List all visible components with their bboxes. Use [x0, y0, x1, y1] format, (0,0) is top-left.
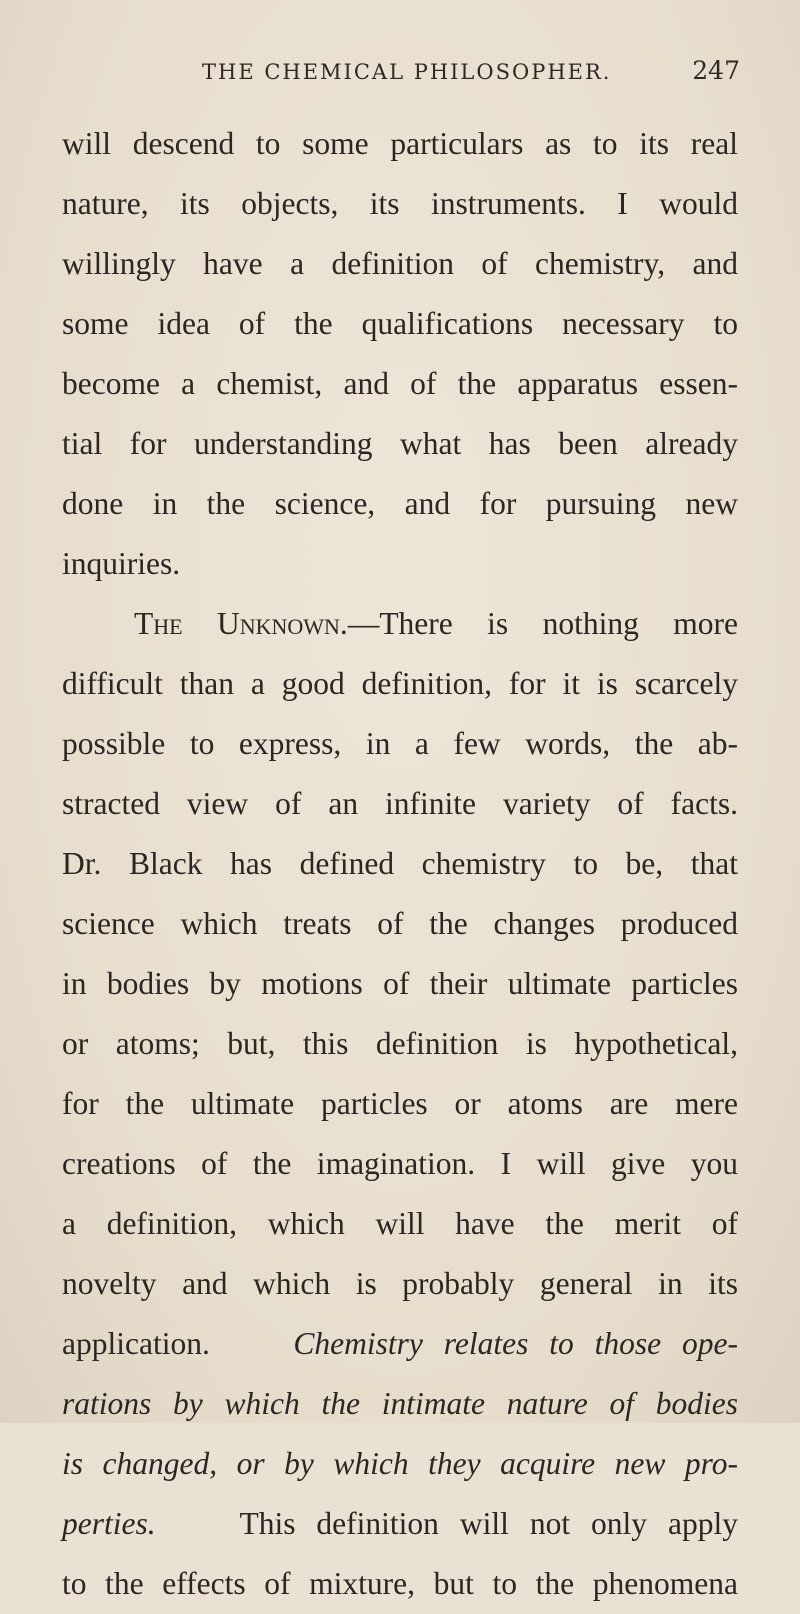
text-line: Dr. Black has defined chemistry to be, that	[62, 846, 738, 881]
italic-line: rations by which the intimate nature of bodies	[62, 1386, 738, 1421]
text-line: will descend to some particulars as to its real	[62, 126, 738, 161]
text-line: possible to express, in a few words, the ab-	[62, 726, 738, 761]
italic-definition: perties.	[62, 1506, 156, 1541]
text-line: —There is nothing more	[347, 606, 738, 641]
text-segment: This definition will not only apply	[239, 1506, 738, 1541]
paragraph-start-line	[62, 594, 738, 654]
text-line: stracted view of an infinite variety of facts.	[62, 786, 738, 821]
text-line: to the effects of mixture, but to the phenomena	[62, 1566, 738, 1601]
body-text	[62, 114, 738, 1614]
running-head: THE CHEMICAL PHILOSOPHER.	[202, 60, 612, 84]
text-line: creations of the imagination. I will give you	[62, 1146, 738, 1181]
text-line: for the ultimate particles or atoms are mere	[62, 1086, 738, 1121]
text-line: nature, its objects, its instruments. I would	[62, 186, 738, 221]
text-line: difficult than a good definition, for it is scarcely	[62, 666, 738, 701]
text-line: or atoms; but, this definition is hypothetical,	[62, 1026, 738, 1061]
text-line: science which treats of the changes produced	[62, 906, 738, 941]
italic-line: is changed, or by which they acquire new pro-	[62, 1446, 738, 1481]
page-number: 247	[692, 56, 740, 85]
mixed-line	[62, 1314, 738, 1374]
text-line: tial for understanding what has been already	[62, 426, 738, 461]
text-line: done in the science, and for pursuing new	[62, 486, 738, 521]
italic-definition: Chemistry relates to those ope-	[293, 1326, 738, 1361]
text-line: become a chemist, and of the apparatus essen-	[62, 366, 738, 401]
text-line: novelty and which is probably general in its	[62, 1266, 738, 1301]
speaker-name: The Unknown.	[134, 606, 348, 641]
text-line: a definition, which will have the merit of	[62, 1206, 738, 1241]
mixed-line	[62, 1494, 738, 1554]
page-header	[200, 56, 740, 100]
text-segment: application.	[62, 1326, 210, 1361]
text-line: some idea of the qualifications necessary to	[62, 306, 738, 341]
text-line: inquiries.	[62, 546, 181, 581]
text-line: willingly have a definition of chemistry, and	[62, 246, 738, 281]
text-line: in bodies by motions of their ultimate particles	[62, 966, 738, 1001]
